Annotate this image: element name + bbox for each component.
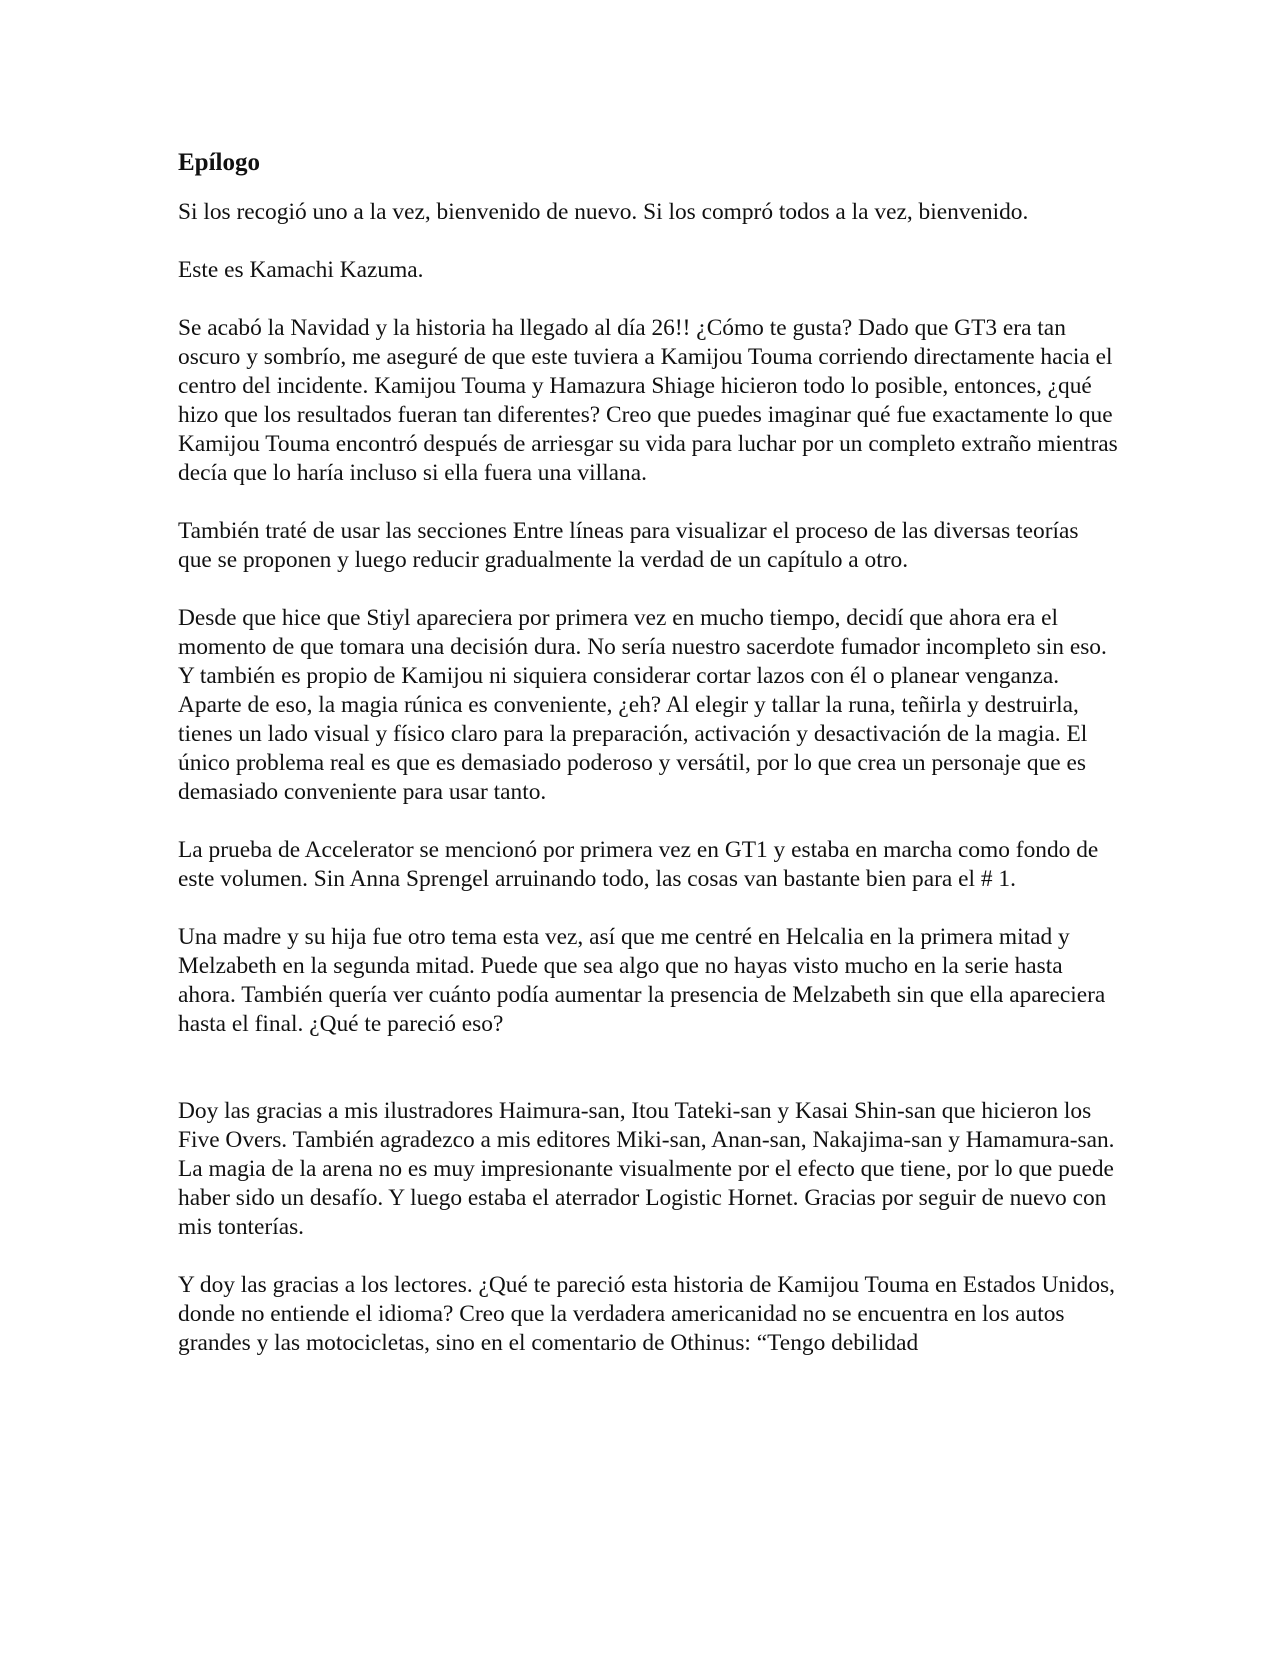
paragraph: Este es Kamachi Kazuma. [178,257,424,283]
page-title: Epílogo [178,149,260,176]
document-page [178,145,1118,1358]
paragraph: Y doy las gracias a los lectores. ¿Qué te pareció esta historia de Kamijou Touma en Estados Unidos, donde no entiende el idioma? Creo que la verdadera americanidad no se encuentra en los autos grandes y las motocicletas, sino en el comentario de Othinus: “Tengo debilidad [178,1272,1115,1356]
paragraph: También traté de usar las secciones Entre líneas para visualizar el proceso de las diversas teorías que se proponen y luego reducir gradualmente la verdad de un capítulo a otro. [178,518,1079,573]
paragraph: Se acabó la Navidad y la historia ha llegado al día 26!! ¿Cómo te gusta? Dado que GT3 era tan oscuro y sombrío, me aseguré de que este tuviera a Kamijou Touma corriendo directamente hacia el centro del incidente. Kamijou Touma y Hamazura Shiage hicieron todo lo posible, entonces, ¿qué hizo que los resultados fueran tan diferentes? Creo que puedes imaginar qué fue exactamente lo que Kamijou Touma encontró después de arriesgar su vida para luchar por un completo extraño mientras decía que lo haría incluso si ella fuera una villana. [178,315,1118,486]
paragraph: La prueba de Accelerator se mencionó por primera vez en GT1 y estaba en marcha como fondo de este volumen. Sin Anna Sprengel arruinando todo, las cosas van bastante bien para el # 1. [178,837,1099,892]
paragraph: Si los recogió uno a la vez, bienvenido de nuevo. Si los compró todos a la vez, bienvenido. [178,199,1029,225]
paragraph: Una madre y su hija fue otro tema esta vez, así que me centré en Helcalia en la primera mitad y Melzabeth en la segunda mitad. Puede que sea algo que no hayas visto mucho en la serie hasta ahora. También quería ver cuánto podía aumentar la presencia de Melzabeth sin que ella apareciera hasta el final. ¿Qué te pareció eso? [178,924,1106,1037]
paragraph: Desde que hice que Stiyl apareciera por primera vez en mucho tiempo, decidí que ahora era el momento de que tomara una decisión dura. No sería nuestro sacerdote fumador incompleto sin eso. Y también es propio de Kamijou ni siquiera considerar cortar lazos con él o planear venganza. Aparte de eso, la magia rúnica es conveniente, ¿eh? Al elegir y tallar la runa, teñirla y destruirla, tienes un lado visual y físico claro para la preparación, activación y desactivación de la magia. El único problema real es que es demasiado poderoso y versátil, por lo que crea un personaje que es demasiado conveniente para usar tanto. [178,605,1107,805]
paragraph: Doy las gracias a mis ilustradores Haimura-san, Itou Tateki-san y Kasai Shin-san que hicieron los Five Overs. También agradezco a mis editores Miki-san, Anan-san, Nakajima-san y Hamamura-san. La magia de la arena no es muy impresionante visualmente por el efecto que tiene, por lo que puede haber sido un desafío. Y luego estaba el aterrador Logistic Hornet. Gracias por seguir de nuevo con mis tonterías. [178,1098,1115,1240]
